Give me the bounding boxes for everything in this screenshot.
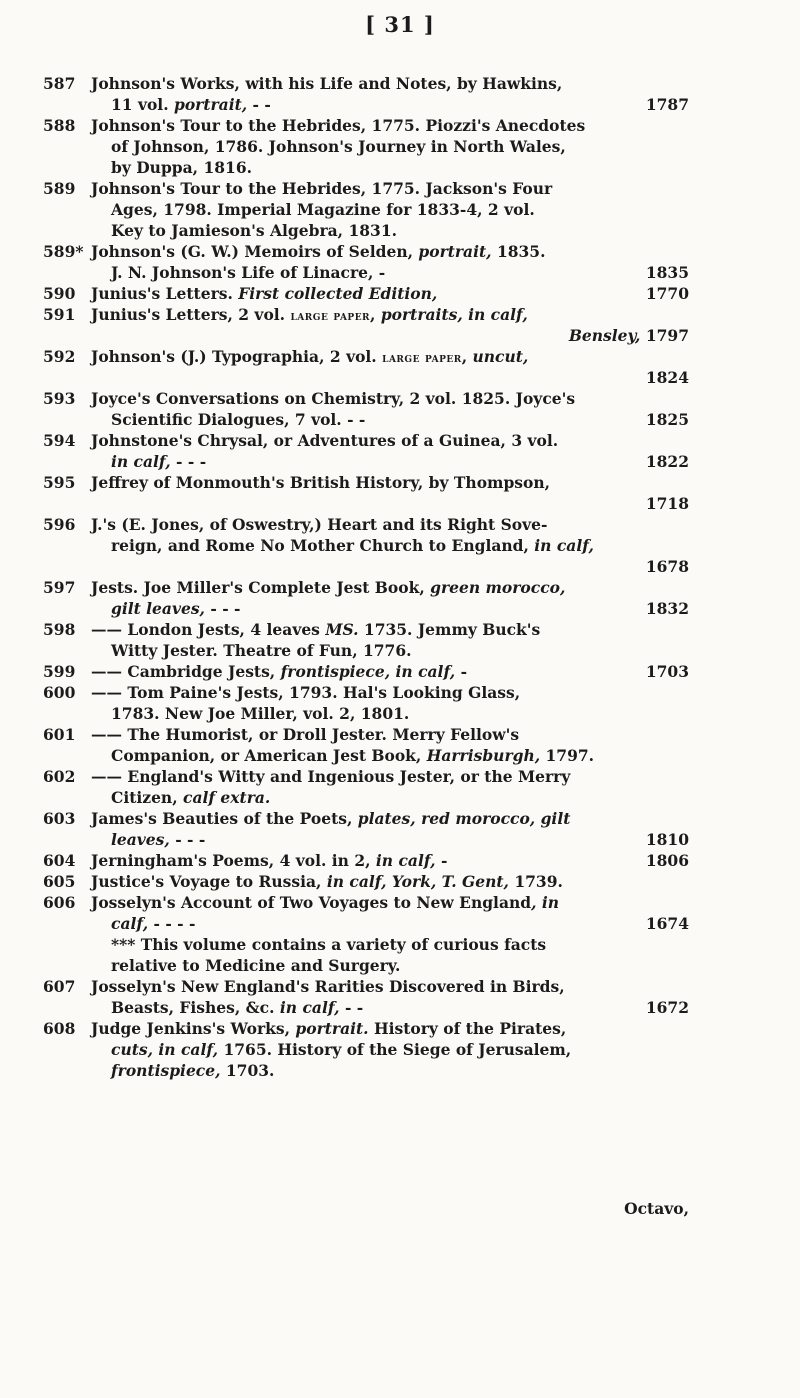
entry-line: Witty Jester. Theatre of Fun, 1776.	[111, 641, 412, 660]
catalogue-entry	[0, 1018, 689, 1081]
entry-line: Key to Jamieson's Algebra, 1831.	[111, 221, 398, 240]
catalogue-entry	[0, 388, 689, 430]
catalogue-entry	[0, 178, 689, 241]
entry-line: 1678	[645, 557, 689, 576]
catalogue-entry	[0, 724, 689, 766]
entry-line: Josselyn's New England's Rarities Discovered in Birds,	[91, 977, 565, 996]
catalogue-entry	[0, 661, 689, 682]
entry-line: Johnson's (J.) Typographia, 2 vol. large paper, uncut,	[91, 347, 529, 366]
catalogue-entry	[0, 346, 689, 388]
catalogue-entry	[0, 577, 689, 619]
catalogue-entry	[0, 850, 689, 871]
entry-number: 590	[43, 284, 76, 303]
entry-line: calf, - - - - 1674	[111, 914, 689, 933]
entry-number: 596	[43, 515, 76, 534]
entry-number: 600	[43, 683, 76, 702]
entry-line: by Duppa, 1816.	[111, 158, 252, 177]
entry-line: 11 vol. portrait, - - 1787	[111, 95, 689, 114]
entry-line: reign, and Rome No Mother Church to England, in calf,	[111, 536, 594, 555]
entry-line: James's Beauties of the Poets, plates, red morocco, gilt	[91, 809, 571, 828]
entry-line: Beasts, Fishes, &c. in calf, - - 1672	[111, 998, 689, 1017]
entry-number: 604	[43, 851, 76, 870]
entry-line: frontispiece, 1703.	[111, 1061, 275, 1080]
entry-line: Jerningham's Poems, 4 vol. in 2, in calf, - 1806	[91, 851, 689, 870]
page-number: [ 31 ]	[365, 12, 435, 37]
catalogue-entry	[0, 976, 689, 1018]
entry-line: leaves, - - - 1810	[111, 830, 689, 849]
catalogue-entry	[0, 73, 689, 115]
entry-line: Companion, or American Jest Book, Harrisburgh, 1797.	[111, 746, 595, 765]
entry-number: 603	[43, 809, 76, 828]
entry-line: Citizen, calf extra.	[111, 788, 271, 807]
entry-line: gilt leaves, - - - 1832	[111, 599, 689, 618]
entry-number: 594	[43, 431, 76, 450]
entry-line: Justice's Voyage to Russia, in calf, York, T. Gent, 1739.	[91, 872, 563, 891]
entry-number: 606	[43, 893, 76, 912]
entry-line: relative to Medicine and Surgery.	[111, 956, 401, 975]
catalogue-entry	[0, 682, 689, 724]
entry-line: *** This volume contains a variety of curious facts	[111, 935, 547, 954]
entry-line: —— Tom Paine's Jests, 1793. Hal's Looking Glass,	[91, 683, 521, 702]
catalogue-entry	[0, 871, 689, 892]
entry-line: Judge Jenkins's Works, portrait. History of the Pirates,	[91, 1019, 567, 1038]
entry-line: —— England's Witty and Ingenious Jester, or the Merry	[91, 767, 571, 786]
entry-line: Junius's Letters, 2 vol. large paper, portraits, in calf,	[91, 305, 528, 324]
entry-line: Johnson's Tour to the Hebrides, 1775. Jackson's Four	[91, 179, 553, 198]
entry-number: 607	[43, 977, 76, 996]
entry-line: in calf, - - - 1822	[111, 452, 689, 471]
entry-number: 587	[43, 74, 76, 93]
entry-line: Bensley, 1797	[568, 326, 689, 345]
entry-number: 599	[43, 662, 76, 681]
entry-line: —— London Jests, 4 leaves MS. 1735. Jemmy Buck's	[91, 620, 541, 639]
entry-line: —— Cambridge Jests, frontispiece, in calf, - 1703	[91, 662, 689, 681]
entry-line: Ages, 1798. Imperial Magazine for 1833-4, 2 vol.	[111, 200, 535, 219]
catalogue-entry	[0, 808, 689, 850]
entry-line: J. N. Johnson's Life of Linacre, - 1835	[111, 263, 689, 282]
entry-line: Scientific Dialogues, 7 vol. - - 1825	[111, 410, 689, 429]
entry-line: of Johnson, 1786. Johnson's Journey in North Wales,	[111, 137, 566, 156]
entry-line: Johnstone's Chrysal, or Adventures of a Guinea, 3 vol.	[91, 431, 559, 450]
catchword: Octavo,	[624, 1199, 689, 1218]
entry-line: Joyce's Conversations on Chemistry, 2 vol. 1825. Joyce's	[91, 389, 576, 408]
entry-number: 591	[43, 305, 76, 324]
catalogue-entry	[0, 241, 689, 283]
entry-line: Johnson's Works, with his Life and Notes, by Hawkins,	[91, 74, 563, 93]
entry-line: Jeffrey of Monmouth's British History, by Thompson,	[91, 473, 551, 492]
entry-number: 589*	[43, 242, 84, 261]
entry-number: 602	[43, 767, 76, 786]
entry-line: Johnson's (G. W.) Memoirs of Selden, portrait, 1835.	[91, 242, 546, 261]
entry-number: 593	[43, 389, 76, 408]
entry-line: Jests. Joe Miller's Complete Jest Book, green morocco,	[91, 578, 566, 597]
entry-line: J.'s (E. Jones, of Oswestry,) Heart and its Right Sove-	[91, 515, 548, 534]
entry-line: Johnson's Tour to the Hebrides, 1775. Piozzi's Anecdotes	[91, 116, 586, 135]
entry-number: 588	[43, 116, 76, 135]
catalogue-entry	[0, 766, 689, 808]
catalogue-entry	[0, 115, 689, 178]
catalogue-entry	[0, 304, 689, 346]
entry-number: 595	[43, 473, 76, 492]
entry-number: 605	[43, 872, 76, 891]
catalogue-entry	[0, 892, 689, 976]
entry-number: 601	[43, 725, 76, 744]
entry-line: Junius's Letters. First collected Edition, 1770	[91, 284, 689, 303]
catalogue-entry	[0, 283, 689, 304]
catalogue-list	[0, 73, 800, 1081]
catalogue-entry	[0, 472, 689, 514]
entry-number: 592	[43, 347, 76, 366]
entry-line: 1783. New Joe Miller, vol. 2, 1801.	[111, 704, 410, 723]
catalogue-entry	[0, 619, 689, 661]
entry-line: Josselyn's Account of Two Voyages to New England, in	[91, 893, 560, 912]
entry-line: 1824	[645, 368, 689, 387]
entry-line: —— The Humorist, or Droll Jester. Merry Fellow's	[91, 725, 520, 744]
entry-line: cuts, in calf, 1765. History of the Siege of Jerusalem,	[111, 1040, 572, 1059]
catalogue-entry	[0, 514, 689, 577]
catalogue-entry	[0, 430, 689, 472]
entry-number: 589	[43, 179, 76, 198]
entry-number: 608	[43, 1019, 76, 1038]
entry-number: 598	[43, 620, 76, 639]
entry-number: 597	[43, 578, 76, 597]
entry-line: 1718	[645, 494, 689, 513]
